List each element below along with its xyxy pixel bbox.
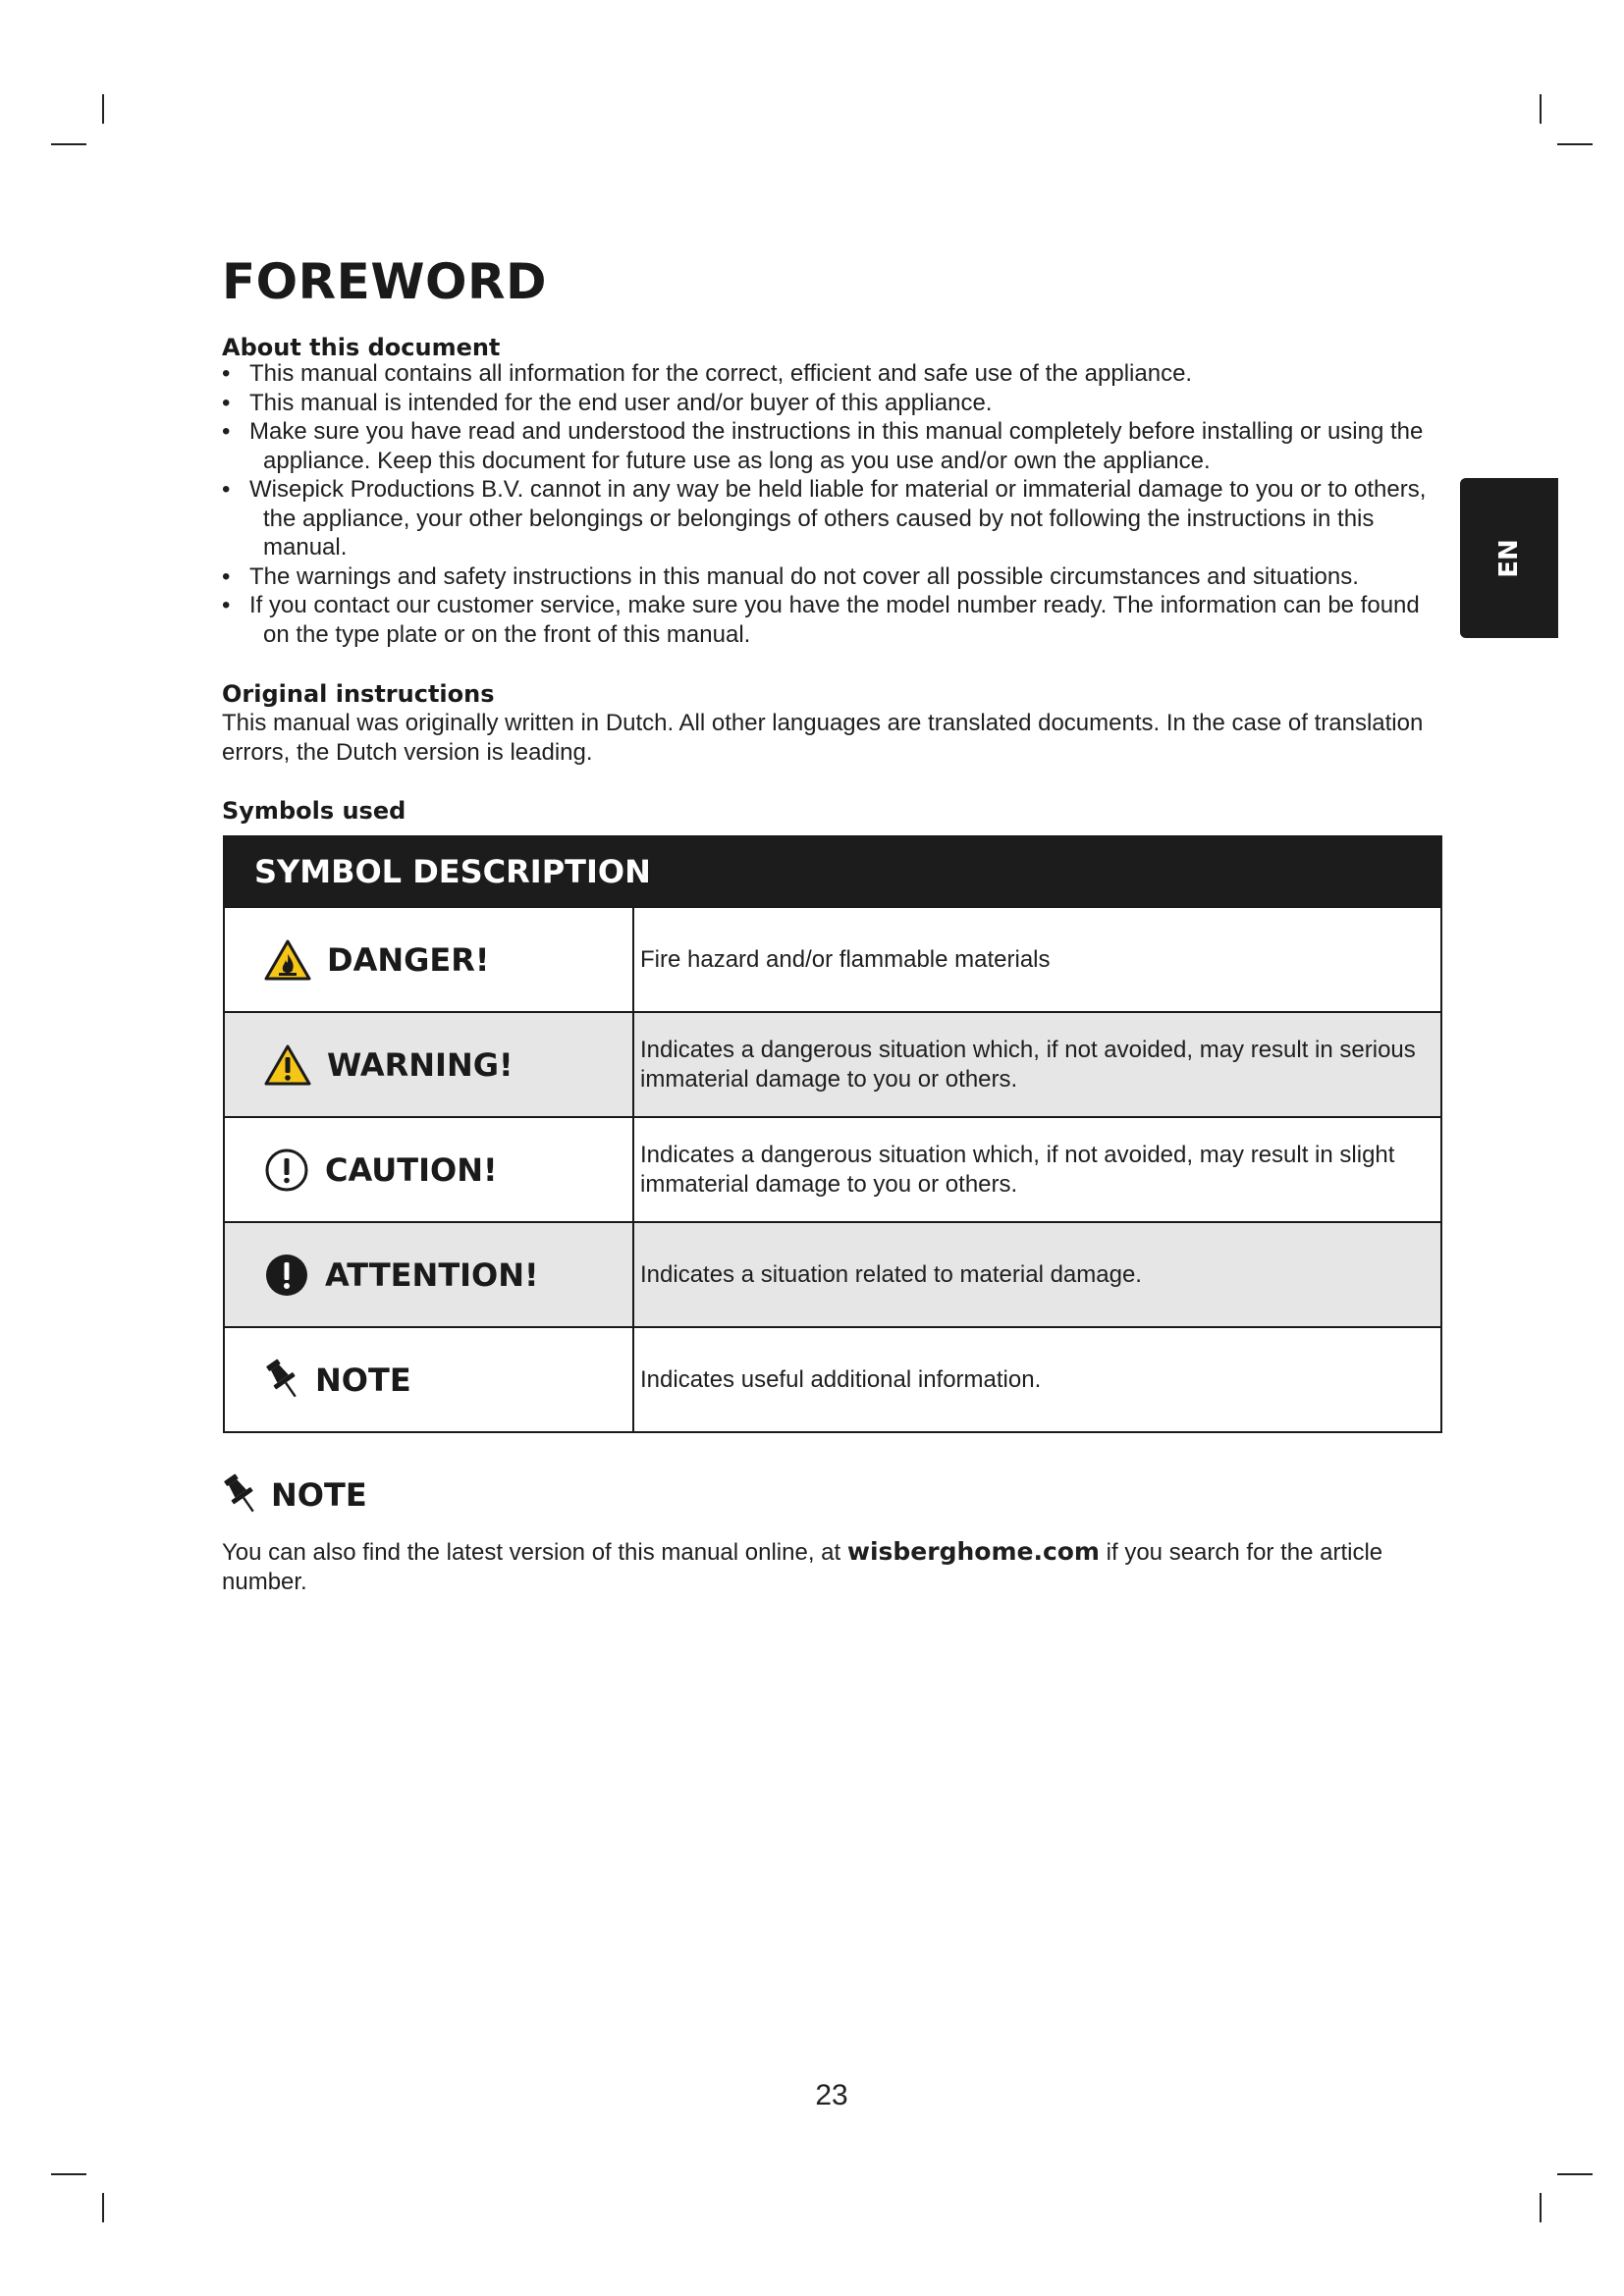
symbol-description: Fire hazard and/or flammable materials (640, 945, 1051, 973)
crop-mark (1540, 2193, 1542, 2222)
pushpin-icon (264, 1358, 299, 1403)
symbol-description: Indicates a dangerous situation which, if not avoided, may result in serious immaterial damage to you or others. (640, 1036, 1416, 1093)
list-item: • This manual is intended for the end user and/or buyer of this appliance. (222, 389, 993, 416)
attention-circle-icon (264, 1253, 309, 1298)
list-item: • The warnings and safety instructions in this manual do not cover all possible circumstances and situations. (222, 562, 1359, 590)
symbol-label: WARNING! (327, 1045, 514, 1084)
symbol-label: DANGER! (327, 940, 490, 979)
symbol-table (223, 835, 1442, 1433)
language-tab (1460, 478, 1558, 638)
symbol-label: CAUTION! (325, 1150, 498, 1189)
list-item: • This manual contains all information for the correct, efficient and safe use of the appliance. (222, 360, 1193, 387)
crop-mark (1540, 94, 1542, 124)
symbol-label: ATTENTION! (325, 1255, 539, 1294)
crop-mark (51, 143, 86, 145)
table-row (225, 1221, 1440, 1326)
list-item: • If you contact our customer service, make sure you have the model number ready. The information can be found on the type plate or on the front of this manual. (222, 592, 1420, 648)
table-row (225, 906, 1440, 1011)
page-number: 23 (815, 2079, 848, 2111)
about-heading: About this document (222, 334, 501, 361)
crop-mark (51, 2173, 86, 2175)
fire-warning-icon (264, 938, 311, 982)
note-callout (222, 1472, 367, 1518)
crop-mark (102, 94, 104, 124)
list-item: • Wisepick Productions B.V. cannot in any way be held liable for material or immaterial damage to you or to others, the appliance, your other belongings or belongings of others caused by not following the instructions in this manual. (222, 476, 1427, 561)
website-link[interactable]: wisberghome.com (846, 1537, 1100, 1566)
pushpin-icon (222, 1472, 257, 1518)
page-title: FOREWORD (222, 253, 547, 310)
table-row (225, 1116, 1440, 1221)
crop-mark (102, 2193, 104, 2222)
original-heading: Original instructions (222, 680, 495, 708)
symbol-description: Indicates a dangerous situation which, if not avoided, may result in slight immaterial damage to you or others. (640, 1141, 1395, 1198)
about-bullet-list (222, 359, 1439, 649)
symbol-description: Indicates useful additional information. (640, 1365, 1042, 1393)
language-tab-label: EN (1494, 538, 1524, 578)
warning-triangle-icon (264, 1043, 311, 1087)
original-text: This manual was originally written in Dutch. All other languages are translated documents. In the case of translation errors, the Dutch version is leading. (222, 710, 1424, 766)
list-item: • Make sure you have read and understood the instructions in this manual completely before installing or using the appliance. Keep this document for future use as long as you use and/or own the appliance. (222, 418, 1424, 474)
table-row (225, 1326, 1440, 1431)
note-text: You can also find the latest version of this manual online, at wisberghome.com if you search for the article number. (222, 1537, 1383, 1595)
crop-mark (1557, 2173, 1593, 2175)
caution-circle-icon (264, 1148, 309, 1193)
symbols-heading: Symbols used (222, 797, 406, 825)
note-label: NOTE (271, 1476, 367, 1514)
symbol-table-header: SYMBOL DESCRIPTION (225, 837, 1440, 906)
symbol-label: NOTE (315, 1361, 411, 1399)
symbol-description: Indicates a situation related to material damage. (640, 1260, 1142, 1288)
crop-mark (1557, 143, 1593, 145)
table-row (225, 1011, 1440, 1116)
